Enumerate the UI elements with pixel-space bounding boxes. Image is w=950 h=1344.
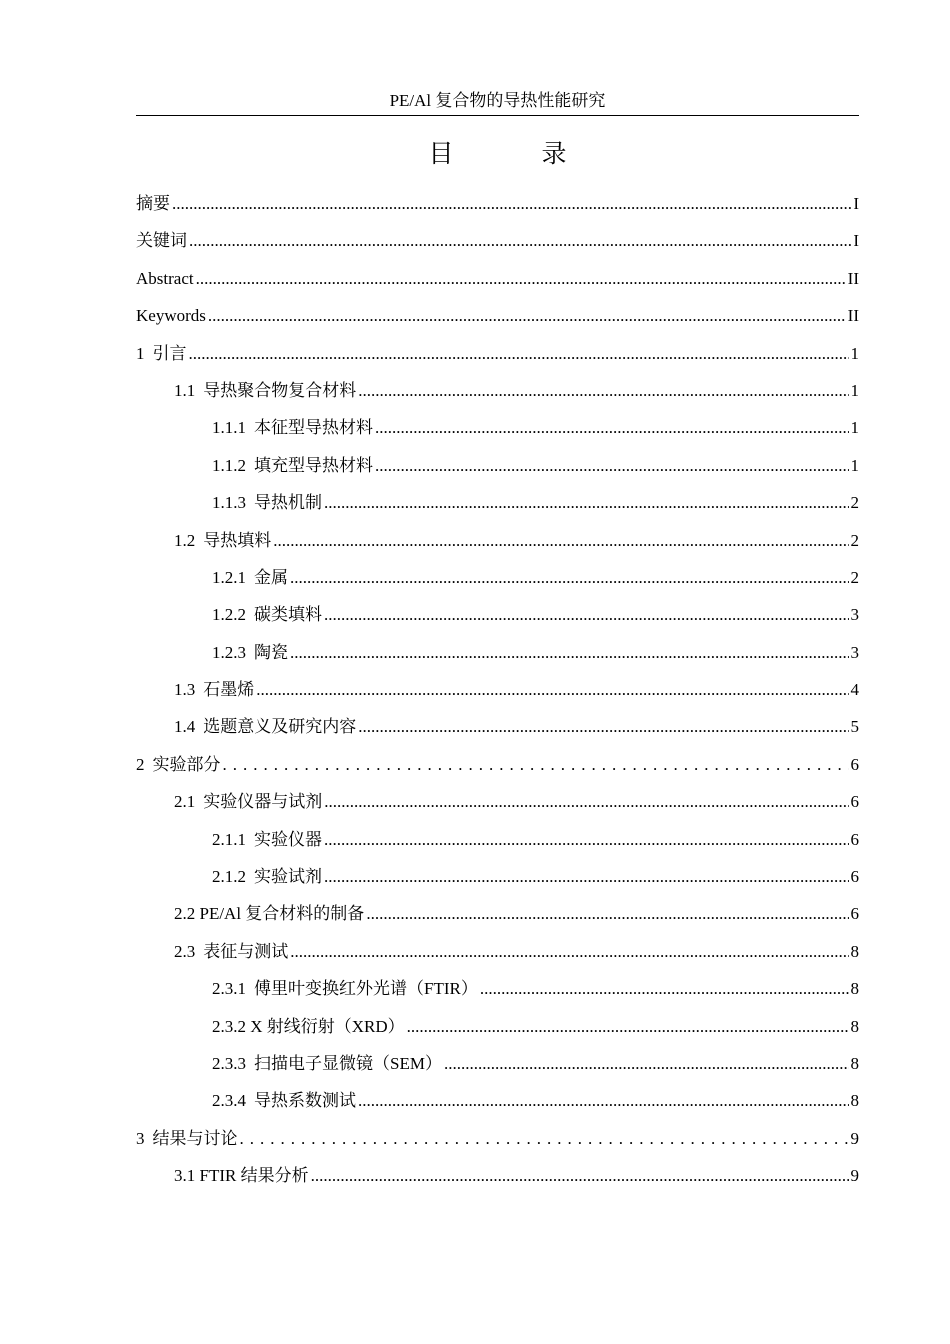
header-rule (136, 115, 859, 116)
toc-page-number: 1 (850, 418, 859, 438)
toc-entry-text (212, 821, 322, 858)
toc-entry-label: 关键词 (136, 231, 187, 251)
dot-leader (189, 222, 851, 259)
toc-entry-label: 实验部分 (152, 754, 221, 774)
toc-entry-label: 导热系数测试 (254, 1091, 356, 1111)
toc-page-number: 8 (850, 1053, 859, 1073)
toc-entry-label: 2.3.2 X 射线衍射（XRD） (212, 1016, 405, 1036)
dot-leader (172, 185, 851, 222)
toc-entry-text (174, 522, 271, 559)
toc-entry-label: 3.1 FTIR 结果分析 (174, 1166, 309, 1186)
toc-page-number: 1 (850, 343, 859, 363)
toc-entry[interactable] (136, 260, 859, 297)
toc-page-number: 8 (850, 979, 859, 999)
toc-entry-text (212, 409, 373, 446)
toc-entry[interactable] (136, 335, 859, 372)
toc-entry-label: 表征与测试 (203, 941, 289, 961)
toc-entry-number: 2.1.2 (212, 867, 246, 887)
toc-entry[interactable] (136, 821, 859, 858)
toc-page-number: II (847, 306, 859, 326)
toc-entry-label: 傅里叶变换红外光谱（FTIR） (254, 979, 478, 999)
toc-entry-label: 实验试剂 (254, 867, 322, 887)
toc-entry-text (136, 746, 221, 783)
toc-page-number: 8 (850, 941, 859, 961)
dot-leader (480, 970, 849, 1007)
toc-entry[interactable] (136, 933, 859, 970)
dot-leader (290, 559, 849, 596)
toc-entry-number: 1.2.1 (212, 567, 246, 587)
dot-leader (407, 1008, 849, 1045)
toc-entry-number: 2.3 (174, 941, 196, 961)
toc-entry-label: 导热填料 (203, 530, 272, 550)
toc-entry-number: 1 (136, 343, 145, 363)
toc-entry-label: 导热机制 (254, 493, 322, 513)
toc-entry[interactable] (136, 1082, 859, 1119)
toc-page-number: 6 (850, 867, 859, 887)
toc-entry-text (212, 1082, 356, 1119)
toc-entry[interactable] (136, 559, 859, 596)
dot-leader (223, 746, 849, 783)
toc-entry[interactable] (136, 746, 859, 783)
dot-leader (375, 447, 849, 484)
toc-entry-label: 引言 (152, 343, 187, 363)
toc-entry-number: 2.1.1 (212, 829, 246, 849)
toc-entry-label: 碳类填料 (254, 605, 322, 625)
toc-entry[interactable] (136, 297, 859, 334)
toc-entry[interactable] (136, 447, 859, 484)
toc-entry-number: 3 (136, 1128, 145, 1148)
dot-leader (290, 933, 848, 970)
toc-entry[interactable] (136, 484, 859, 521)
toc-entry-number: 1.3 (174, 680, 196, 700)
toc-entry[interactable] (136, 596, 859, 633)
toc-entry-text (212, 970, 478, 1007)
toc-page-number: I (853, 231, 859, 251)
toc-page-number: 5 (850, 717, 859, 737)
toc-entry-text (136, 260, 194, 297)
dot-leader (290, 634, 849, 671)
dot-leader (324, 858, 849, 895)
dot-leader (324, 596, 849, 633)
toc-entry-label: 摘要 (136, 194, 170, 213)
dot-leader (256, 671, 848, 708)
toc-entry-text (212, 1008, 405, 1045)
dot-leader (240, 1120, 849, 1157)
dot-leader (189, 335, 849, 372)
toc-entry-label: 结果与讨论 (152, 1128, 238, 1148)
dot-leader (324, 821, 849, 858)
toc-page-number: 9 (850, 1128, 859, 1148)
toc-entry-label: 本征型导热材料 (254, 418, 373, 438)
toc-entry-number: 2.1 (174, 792, 196, 812)
toc-entry-label: 扫描电子显微镜（SEM） (254, 1053, 442, 1073)
toc-entry-text (174, 671, 254, 708)
toc-entry-number: 1.4 (174, 717, 196, 737)
toc-entry-text (174, 933, 288, 970)
toc-entry-number: 1.1.3 (212, 493, 246, 513)
toc-entry-label: 实验仪器 (254, 829, 322, 849)
toc-entry-text (212, 1045, 442, 1082)
toc-entry[interactable] (136, 222, 859, 259)
table-of-contents (136, 185, 859, 1195)
toc-entry[interactable] (136, 1008, 859, 1045)
toc-entry-text (136, 1120, 238, 1157)
toc-entry-text (212, 447, 373, 484)
toc-entry[interactable] (136, 858, 859, 895)
toc-entry-label: 石墨烯 (203, 680, 255, 700)
toc-entry-label: 金属 (254, 567, 288, 587)
toc-entry-label: 选题意义及研究内容 (203, 717, 357, 737)
toc-entry-text (174, 708, 356, 745)
toc-entry-label: Abstract (136, 268, 194, 288)
toc-entry[interactable] (136, 895, 859, 932)
dot-leader (444, 1045, 849, 1082)
toc-page-number: 6 (850, 754, 859, 774)
toc-entry-number: 2.3.3 (212, 1053, 246, 1073)
toc-page-number: 8 (850, 1091, 859, 1111)
toc-entry-text (174, 372, 356, 409)
toc-entry[interactable] (136, 1157, 859, 1194)
dot-leader (375, 409, 849, 446)
toc-entry-number: 1.1.1 (212, 418, 246, 438)
dot-leader (366, 895, 848, 932)
toc-entry-text (174, 783, 322, 820)
toc-entry-text (212, 596, 322, 633)
dot-leader (324, 783, 848, 820)
toc-page-number: 2 (850, 493, 859, 513)
toc-entry-label: 陶瓷 (254, 642, 288, 662)
toc-page-number: 6 (850, 904, 859, 924)
toc-page-number: 1 (850, 455, 859, 475)
toc-entry-text (136, 335, 187, 372)
toc-entry[interactable] (136, 634, 859, 671)
toc-entry-text (212, 634, 288, 671)
toc-page-number: I (853, 194, 859, 213)
toc-entry-number: 1.1 (174, 380, 196, 400)
toc-entry-text (136, 185, 170, 222)
toc-entry[interactable] (136, 708, 859, 745)
toc-entry-text (174, 1157, 309, 1194)
toc-entry-text (136, 222, 187, 259)
toc-entry-number: 1.1.2 (212, 455, 246, 475)
toc-entry-label: 导热聚合物复合材料 (203, 380, 357, 400)
toc-entry[interactable] (136, 783, 859, 820)
toc-entry-label: 填充型导热材料 (254, 455, 373, 475)
toc-entry-label: 实验仪器与试剂 (203, 792, 323, 812)
toc-entry[interactable] (136, 671, 859, 708)
toc-page-number: 3 (850, 605, 859, 625)
toc-page-number: 9 (850, 1166, 859, 1186)
dot-leader (324, 484, 849, 521)
toc-page-number: 6 (850, 829, 859, 849)
toc-entry-text (212, 484, 322, 521)
dot-leader (208, 297, 846, 334)
toc-entry-label: 2.2 PE/Al 复合材料的制备 (174, 904, 365, 924)
dot-leader (311, 1157, 849, 1194)
toc-page-number: 6 (850, 792, 859, 812)
page-title: 目 录 (428, 139, 607, 168)
toc-page-number: 1 (850, 380, 859, 400)
toc-entry-number: 2.3.1 (212, 979, 246, 999)
toc-entry[interactable] (136, 409, 859, 446)
toc-entry-number: 1.2 (174, 530, 196, 550)
toc-entry-text (174, 895, 364, 932)
toc-page-number: 2 (850, 567, 859, 587)
dot-leader (358, 708, 848, 745)
toc-page-number: 2 (850, 530, 859, 550)
running-header: PE/Al 复合物的导热性能研究 (389, 91, 606, 110)
toc-entry-number: 2 (136, 754, 145, 774)
toc-entry[interactable] (136, 372, 859, 409)
toc-entry[interactable] (136, 1120, 859, 1157)
toc-entry-number: 2.3.4 (212, 1091, 246, 1111)
toc-entry-text (212, 559, 288, 596)
toc-entry-label: Keywords (136, 306, 206, 326)
toc-page-number: II (847, 268, 859, 288)
toc-page-number: 4 (850, 680, 859, 700)
toc-entry-text (212, 858, 322, 895)
dot-leader (358, 372, 848, 409)
dot-leader (358, 1082, 849, 1119)
toc-entry-text (136, 297, 206, 334)
toc-entry[interactable] (136, 970, 859, 1007)
dot-leader (196, 260, 846, 297)
toc-page-number: 3 (850, 642, 859, 662)
toc-entry[interactable] (136, 185, 859, 222)
toc-entry-number: 1.2.3 (212, 642, 246, 662)
toc-entry[interactable] (136, 522, 859, 559)
toc-page-number: 8 (850, 1016, 859, 1036)
dot-leader (273, 522, 848, 559)
toc-entry-number: 1.2.2 (212, 605, 246, 625)
toc-entry[interactable] (136, 1045, 859, 1082)
